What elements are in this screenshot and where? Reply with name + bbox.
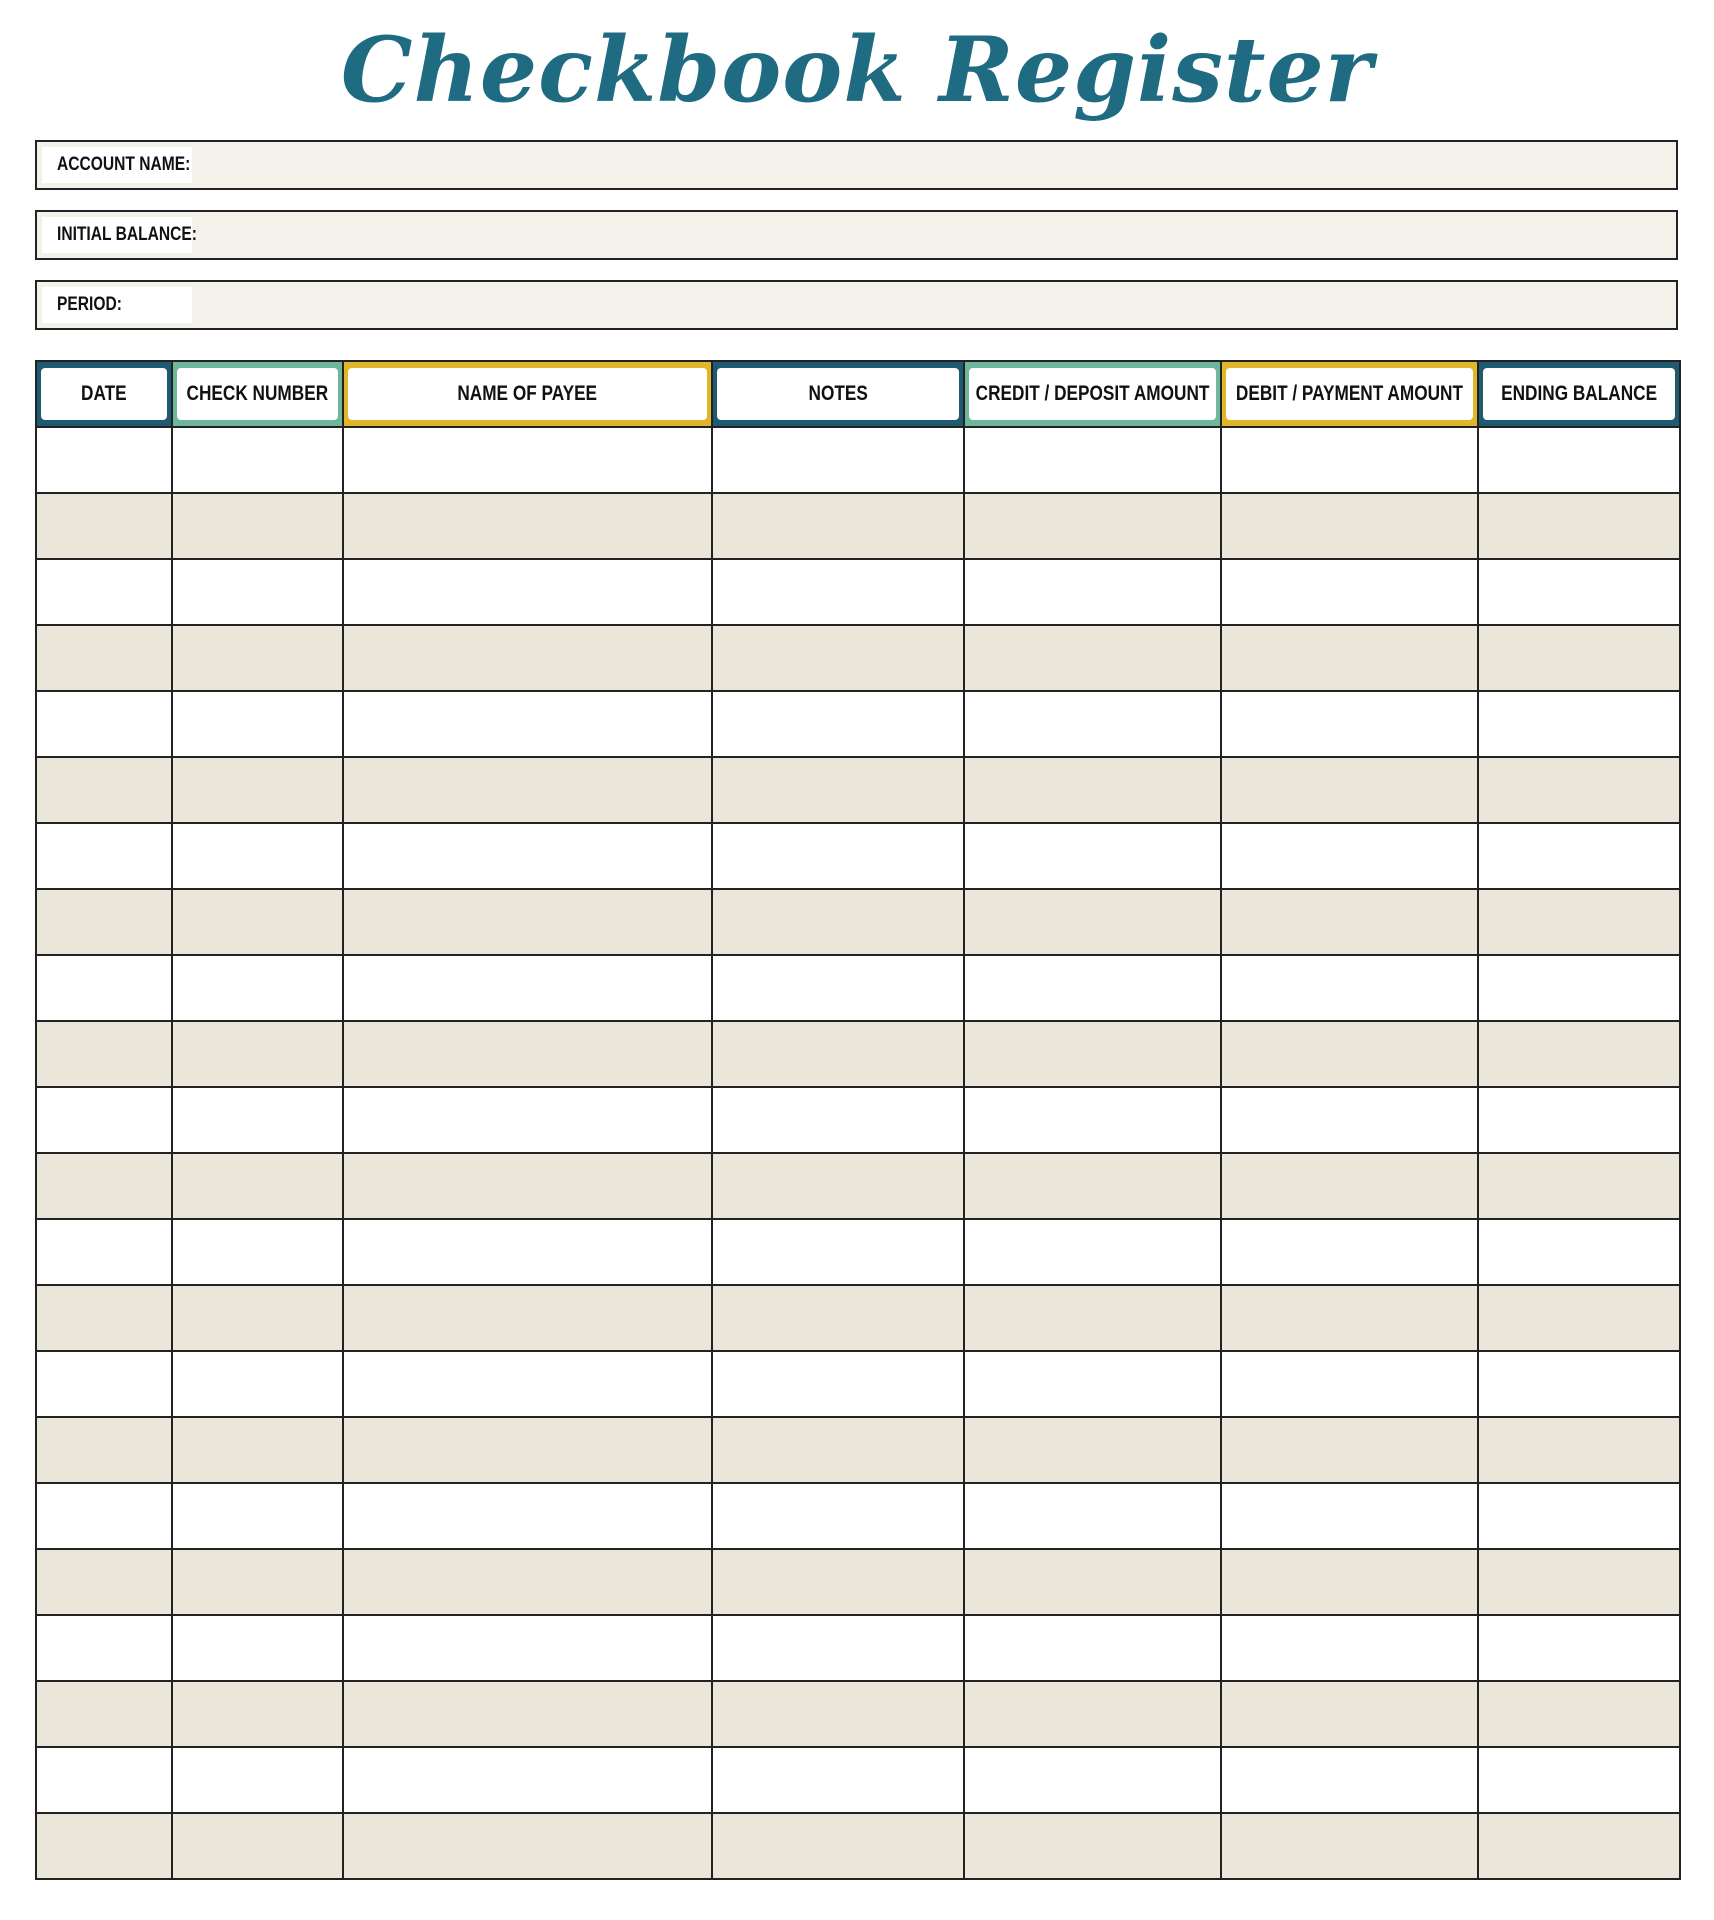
balance-cell[interactable] [1478,625,1680,691]
payee-cell[interactable] [343,1549,712,1615]
debit-cell[interactable] [1221,427,1478,493]
check-number-cell[interactable] [172,955,343,1021]
credit-cell[interactable] [964,427,1221,493]
table-row [36,1285,1680,1351]
table-row [36,1153,1680,1219]
account-name-label: ACCOUNT NAME: [42,147,192,183]
credit-cell[interactable] [964,1483,1221,1549]
payee-cell[interactable] [343,493,712,559]
table-row [36,823,1680,889]
credit-cell[interactable] [964,1153,1221,1219]
debit-cell[interactable] [1221,1615,1478,1681]
check-number-cell[interactable] [172,1483,343,1549]
payee-cell[interactable] [343,1153,712,1219]
notes-cell[interactable] [712,1615,964,1681]
debit-cell[interactable] [1221,889,1478,955]
payee-cell[interactable] [343,1021,712,1087]
credit-cell[interactable] [964,1351,1221,1417]
notes-cell[interactable] [712,1351,964,1417]
table-row [36,1483,1680,1549]
check-number-cell[interactable] [172,1813,343,1879]
date-cell[interactable] [36,1021,172,1087]
payee-cell[interactable] [343,1417,712,1483]
balance-cell[interactable] [1478,1021,1680,1087]
date-cell[interactable] [36,1285,172,1351]
check-number-cell[interactable] [172,1285,343,1351]
payee-cell[interactable] [343,625,712,691]
credit-cell[interactable] [964,493,1221,559]
date-cell[interactable] [36,625,172,691]
check-number-cell[interactable] [172,1417,343,1483]
column-header-debit-payment: DEBIT / PAYMENT AMOUNT [1221,361,1478,427]
register-table [35,360,1681,1880]
payee-cell[interactable] [343,1087,712,1153]
table-row [36,955,1680,1021]
table-row [36,691,1680,757]
register-body [36,427,1680,1879]
table-row [36,1351,1680,1417]
date-cell[interactable] [36,1153,172,1219]
credit-cell[interactable] [964,889,1221,955]
period-field[interactable] [35,280,1678,330]
date-cell[interactable] [36,1351,172,1417]
debit-cell[interactable] [1221,625,1478,691]
credit-cell[interactable] [964,691,1221,757]
check-number-cell[interactable] [172,493,343,559]
check-number-cell[interactable] [172,757,343,823]
notes-cell[interactable] [712,823,964,889]
balance-cell[interactable] [1478,1747,1680,1813]
credit-cell[interactable] [964,1087,1221,1153]
date-cell[interactable] [36,889,172,955]
debit-cell[interactable] [1221,1351,1478,1417]
date-cell[interactable] [36,493,172,559]
credit-cell[interactable] [964,1417,1221,1483]
notes-cell[interactable] [712,427,964,493]
notes-cell[interactable] [712,1813,964,1879]
table-row [36,1417,1680,1483]
account-name-field[interactable] [35,140,1678,190]
column-header-notes: NOTES [712,361,964,427]
credit-cell[interactable] [964,823,1221,889]
check-number-cell[interactable] [172,1087,343,1153]
payee-cell[interactable] [343,1219,712,1285]
debit-cell[interactable] [1221,493,1478,559]
payee-cell[interactable] [343,757,712,823]
balance-cell[interactable] [1478,1483,1680,1549]
debit-cell[interactable] [1221,1483,1478,1549]
date-cell[interactable] [36,1813,172,1879]
credit-cell[interactable] [964,1285,1221,1351]
payee-cell[interactable] [343,427,712,493]
notes-cell[interactable] [712,493,964,559]
payee-cell[interactable] [343,889,712,955]
balance-cell[interactable] [1478,1351,1680,1417]
debit-cell[interactable] [1221,559,1478,625]
notes-cell[interactable] [712,955,964,1021]
debit-cell[interactable] [1221,1417,1478,1483]
date-cell[interactable] [36,427,172,493]
table-row [36,1087,1680,1153]
credit-cell[interactable] [964,1615,1221,1681]
initial-balance-field[interactable] [35,210,1678,260]
period-label: PERIOD: [42,287,192,323]
payee-cell[interactable] [343,1747,712,1813]
date-cell[interactable] [36,559,172,625]
balance-cell[interactable] [1478,559,1680,625]
column-header-name-of-payee: NAME OF PAYEE [343,361,712,427]
credit-cell[interactable] [964,1681,1221,1747]
check-number-cell[interactable] [172,1747,343,1813]
debit-cell[interactable] [1221,1087,1478,1153]
date-cell[interactable] [36,1483,172,1549]
credit-cell[interactable] [964,1813,1221,1879]
date-cell[interactable] [36,691,172,757]
table-row [36,427,1680,493]
table-row [36,1681,1680,1747]
balance-cell[interactable] [1478,493,1680,559]
date-cell[interactable] [36,1747,172,1813]
debit-cell[interactable] [1221,1285,1478,1351]
check-number-cell[interactable] [172,1351,343,1417]
column-header-ending-balance: ENDING BALANCE [1478,361,1680,427]
payee-cell[interactable] [343,1681,712,1747]
notes-cell[interactable] [712,757,964,823]
balance-cell[interactable] [1478,427,1680,493]
credit-cell[interactable] [964,1549,1221,1615]
initial-balance-label: INITIAL BALANCE: [42,217,192,253]
balance-cell[interactable] [1478,1153,1680,1219]
notes-cell[interactable] [712,691,964,757]
notes-cell[interactable] [712,1681,964,1747]
payee-cell[interactable] [343,1615,712,1681]
date-cell[interactable] [36,1681,172,1747]
notes-cell[interactable] [712,1285,964,1351]
column-header-date: DATE [36,361,172,427]
page-title: Checkbook Register [340,17,1374,123]
date-cell[interactable] [36,757,172,823]
balance-cell[interactable] [1478,955,1680,1021]
notes-cell[interactable] [712,889,964,955]
payee-cell[interactable] [343,955,712,1021]
check-number-cell[interactable] [172,559,343,625]
debit-cell[interactable] [1221,1813,1478,1879]
payee-cell[interactable] [343,1483,712,1549]
check-number-cell[interactable] [172,1615,343,1681]
table-row [36,493,1680,559]
balance-cell[interactable] [1478,1681,1680,1747]
header-row [36,361,1680,427]
debit-cell[interactable] [1221,1681,1478,1747]
date-cell[interactable] [36,1219,172,1285]
debit-cell[interactable] [1221,1747,1478,1813]
debit-cell[interactable] [1221,823,1478,889]
debit-cell[interactable] [1221,1153,1478,1219]
table-row [36,1219,1680,1285]
credit-cell[interactable] [964,559,1221,625]
debit-cell[interactable] [1221,757,1478,823]
date-cell[interactable] [36,955,172,1021]
notes-cell[interactable] [712,1483,964,1549]
balance-cell[interactable] [1478,1417,1680,1483]
payee-cell[interactable] [343,559,712,625]
debit-cell[interactable] [1221,1219,1478,1285]
table-row [36,1813,1680,1879]
notes-cell[interactable] [712,625,964,691]
debit-cell[interactable] [1221,955,1478,1021]
payee-cell[interactable] [343,1813,712,1879]
table-row [36,1549,1680,1615]
check-number-cell[interactable] [172,1219,343,1285]
check-number-cell[interactable] [172,427,343,493]
check-number-cell[interactable] [172,1681,343,1747]
notes-cell[interactable] [712,1747,964,1813]
balance-cell[interactable] [1478,1813,1680,1879]
payee-cell[interactable] [343,1351,712,1417]
notes-cell[interactable] [712,1153,964,1219]
table-row [36,1615,1680,1681]
table-row [36,625,1680,691]
balance-cell[interactable] [1478,1087,1680,1153]
credit-cell[interactable] [964,1747,1221,1813]
date-cell[interactable] [36,823,172,889]
balance-cell[interactable] [1478,889,1680,955]
check-number-cell[interactable] [172,1021,343,1087]
credit-cell[interactable] [964,757,1221,823]
notes-cell[interactable] [712,1417,964,1483]
table-row [36,1747,1680,1813]
column-header-check-number: CHECK NUMBER [172,361,343,427]
notes-cell[interactable] [712,1549,964,1615]
check-number-cell[interactable] [172,1153,343,1219]
debit-cell[interactable] [1221,1021,1478,1087]
balance-cell[interactable] [1478,1219,1680,1285]
notes-cell[interactable] [712,1021,964,1087]
column-header-credit-deposit: CREDIT / DEPOSIT AMOUNT [964,361,1221,427]
date-cell[interactable] [36,1087,172,1153]
balance-cell[interactable] [1478,757,1680,823]
credit-cell[interactable] [964,625,1221,691]
table-row [36,559,1680,625]
balance-cell[interactable] [1478,1549,1680,1615]
table-row [36,1021,1680,1087]
check-number-cell[interactable] [172,1549,343,1615]
check-number-cell[interactable] [172,889,343,955]
balance-cell[interactable] [1478,1285,1680,1351]
notes-cell[interactable] [712,1219,964,1285]
table-row [36,757,1680,823]
credit-cell[interactable] [964,955,1221,1021]
debit-cell[interactable] [1221,1549,1478,1615]
payee-cell[interactable] [343,691,712,757]
payee-cell[interactable] [343,1285,712,1351]
check-number-cell[interactable] [172,691,343,757]
date-cell[interactable] [36,1417,172,1483]
credit-cell[interactable] [964,1219,1221,1285]
balance-cell[interactable] [1478,1615,1680,1681]
balance-cell[interactable] [1478,823,1680,889]
check-number-cell[interactable] [172,625,343,691]
debit-cell[interactable] [1221,691,1478,757]
notes-cell[interactable] [712,1087,964,1153]
credit-cell[interactable] [964,1021,1221,1087]
table-row [36,889,1680,955]
payee-cell[interactable] [343,823,712,889]
check-number-cell[interactable] [172,823,343,889]
balance-cell[interactable] [1478,691,1680,757]
date-cell[interactable] [36,1615,172,1681]
notes-cell[interactable] [712,559,964,625]
date-cell[interactable] [36,1549,172,1615]
